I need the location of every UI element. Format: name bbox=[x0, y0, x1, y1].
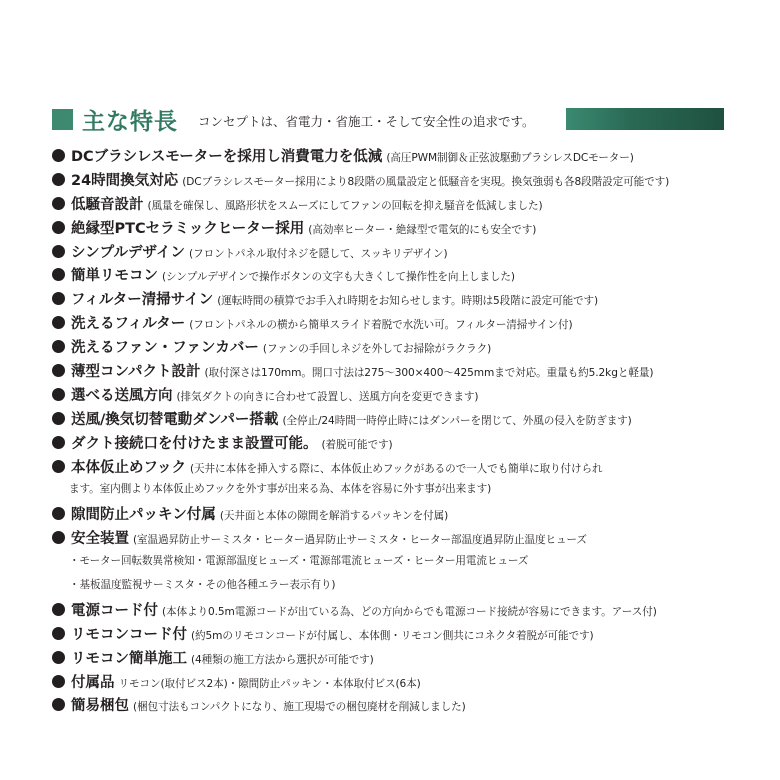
feature-line bbox=[52, 240, 742, 264]
feature-description: (高圧PWM制御＆正弦波駆動ブラシレスDCモーター) bbox=[386, 152, 634, 164]
feature-title: 本体仮止めフック bbox=[71, 459, 186, 476]
feature-title: 洗えるファン・ファンカバー bbox=[71, 340, 259, 357]
bullet-icon bbox=[52, 388, 65, 401]
bullet-icon bbox=[52, 412, 65, 425]
feature-description: (梱包寸法もコンパクトになり、施工現場での梱包廃材を削減しました) bbox=[133, 701, 466, 714]
feature-item bbox=[52, 168, 742, 192]
feature-line bbox=[52, 192, 742, 216]
feature-title: リモコンコード付 bbox=[71, 626, 187, 643]
bullet-icon bbox=[52, 675, 65, 688]
feature-item bbox=[52, 407, 742, 431]
bullet-icon bbox=[52, 364, 65, 377]
feature-description: (約5mのリモコンコードが付属し、本体側・リモコン側共にコネクタ着脱が可能です) bbox=[191, 629, 594, 642]
feature-title: 絶縁型PTCセラミックヒーター採用 bbox=[71, 220, 305, 237]
feature-list bbox=[52, 144, 742, 717]
feature-description: (全停止/24時間一時停止時にはダンパーを閉じて、外風の侵入を防ぎます) bbox=[282, 414, 632, 427]
feature-line bbox=[52, 502, 742, 526]
feature-description: (運転時間の積算でお手入れ時期をお知らせします。時期は5段階に設定可能です) bbox=[217, 295, 599, 308]
bullet-icon bbox=[52, 698, 65, 711]
feature-title: 簡単リモコン bbox=[71, 268, 158, 285]
feature-description-continued: ます。室内側より本体仮止めフックを外す事が出来る為、本体を容易に外す事が出来ます) bbox=[69, 483, 492, 496]
feature-item bbox=[52, 431, 742, 455]
section-title: 主な特長 bbox=[82, 109, 178, 135]
feature-item bbox=[52, 670, 742, 694]
feature-item bbox=[52, 240, 742, 264]
feature-item bbox=[52, 502, 742, 526]
feature-title: DCブラシレスモーターを採用し消費電力を低減 bbox=[71, 149, 383, 165]
feature-item bbox=[52, 263, 742, 287]
feature-title: フィルター清掃サイン bbox=[71, 292, 214, 309]
feature-line bbox=[52, 287, 742, 311]
feature-title: 低騒音設計 bbox=[71, 196, 144, 213]
feature-item bbox=[52, 359, 742, 383]
bullet-icon bbox=[52, 173, 65, 186]
bullet-icon bbox=[52, 340, 65, 353]
feature-description: (4種類の施工方法から選択が可能です) bbox=[191, 653, 374, 666]
feature-description: (フロントパネル取付ネジを隠して、スッキリデザイン) bbox=[189, 247, 448, 260]
feature-title: 隙間防止パッキン付属 bbox=[71, 507, 216, 524]
feature-description: (着脱可能です) bbox=[321, 438, 393, 451]
feature-line bbox=[52, 335, 742, 359]
feature-line bbox=[52, 263, 742, 287]
feature-item bbox=[52, 455, 742, 503]
feature-item bbox=[52, 622, 742, 646]
feature-item bbox=[52, 526, 742, 598]
feature-description: (本体より0.5m電源コードが出ている為、どの方向からでも電源コード接続が容易にできます。アース付) bbox=[162, 605, 657, 618]
bullet-icon bbox=[52, 149, 65, 162]
feature-title: リモコン簡単施工 bbox=[71, 650, 187, 667]
feature-description-continued: ・モーター回転数異常検知・電源部温度ヒューズ・電源部電流ヒューズ・ヒーター用電流ヒューズ bbox=[69, 555, 529, 568]
feature-description: (高効率ヒーター・絶縁型で電気的にも安全です) bbox=[308, 223, 537, 236]
feature-line bbox=[52, 359, 742, 383]
bullet-icon bbox=[52, 651, 65, 664]
header-square-marker bbox=[52, 109, 73, 130]
feature-item bbox=[52, 335, 742, 359]
feature-item bbox=[52, 693, 742, 717]
feature-item bbox=[52, 383, 742, 407]
feature-description: (DCブラシレスモーター採用により8段階の風量設定と低騒音を実現。換気強弱も各8段階設定可能です) bbox=[182, 175, 670, 188]
feature-line bbox=[52, 311, 742, 335]
feature-line bbox=[52, 216, 742, 240]
feature-item bbox=[52, 144, 742, 168]
section-header bbox=[52, 106, 724, 134]
feature-title: 洗えるフィルター bbox=[71, 316, 186, 333]
bullet-icon bbox=[52, 268, 65, 281]
feature-title: 送風/換気切替電動ダンパー搭載 bbox=[71, 411, 279, 428]
feature-title: 付属品 bbox=[71, 674, 115, 691]
feature-line bbox=[52, 526, 742, 550]
bullet-icon bbox=[52, 507, 65, 520]
feature-description: (天井面と本体の隙間を解消するパッキンを付属) bbox=[219, 510, 449, 523]
bullet-icon bbox=[52, 627, 65, 640]
feature-title: 薄型コンパクト設計 bbox=[71, 364, 201, 381]
bullet-icon bbox=[52, 531, 65, 544]
feature-line bbox=[52, 407, 742, 431]
feature-description: (室温過昇防止サーミスタ・ヒーター過昇防止サーミスタ・ヒーター部温度過昇防止温度ヒューズ bbox=[133, 534, 587, 547]
feature-description: リモコン(取付ビス2本)・隙間防止パッキン・本体取付ビス(6本) bbox=[118, 677, 421, 690]
feature-line bbox=[52, 144, 742, 168]
bullet-icon bbox=[52, 603, 65, 616]
feature-description: (シンプルデザインで操作ボタンの文字も大きくして操作性を向上しました) bbox=[162, 271, 515, 284]
bullet-icon bbox=[52, 460, 65, 473]
feature-title: ダクト接続口を付けたまま設置可能。 bbox=[71, 435, 318, 452]
feature-line bbox=[52, 670, 742, 694]
bullet-icon bbox=[52, 316, 65, 329]
feature-item bbox=[52, 646, 742, 670]
bullet-icon bbox=[52, 292, 65, 305]
feature-title: シンプルデザイン bbox=[71, 244, 186, 261]
bullet-icon bbox=[52, 197, 65, 210]
feature-title: 電源コード付 bbox=[71, 602, 158, 619]
feature-item bbox=[52, 598, 742, 622]
feature-title: 選べる送風方向 bbox=[71, 387, 173, 404]
feature-item bbox=[52, 287, 742, 311]
feature-description: (取付深さは170mm。開口寸法は275～300×400～425mmまで対応。重量も約5.2kgと軽量) bbox=[204, 367, 654, 380]
header-accent-bar bbox=[566, 108, 724, 130]
feature-title: 簡易梱包 bbox=[71, 698, 129, 715]
feature-description: (風量を確保し、風路形状をスムーズにしてファンの回転を抑え騒音を低減しました) bbox=[147, 199, 543, 212]
feature-line bbox=[52, 598, 742, 622]
feature-item bbox=[52, 311, 742, 335]
feature-line bbox=[52, 431, 742, 455]
section-subtitle: コンセプトは、省電力・省施工・そして安全性の追求です。 bbox=[198, 114, 535, 129]
feature-item bbox=[52, 192, 742, 216]
feature-line bbox=[52, 622, 742, 646]
bullet-icon bbox=[52, 436, 65, 449]
bullet-icon bbox=[52, 245, 65, 258]
feature-line bbox=[52, 646, 742, 670]
feature-description-continued: ・基板温度監視サーミスタ・その他各種エラー表示有り) bbox=[69, 579, 336, 592]
feature-description: (天井に本体を挿入する際に、本体仮止めフックがあるので一人でも簡単に取り付けられ bbox=[189, 462, 603, 475]
feature-description: (排気ダクトの向きに合わせて設置し、送風方向を変更できます) bbox=[176, 390, 479, 403]
feature-line bbox=[52, 383, 742, 407]
feature-line bbox=[52, 455, 742, 479]
feature-description: (ファンの手回しネジを外してお掃除がラクラク) bbox=[262, 343, 492, 356]
feature-title: 24時間換気対応 bbox=[71, 172, 179, 189]
feature-line bbox=[52, 693, 742, 717]
feature-line bbox=[52, 168, 742, 192]
feature-item bbox=[52, 216, 742, 240]
feature-description: (フロントパネルの横から簡単スライド着脱で水洗い可。フィルター清掃サイン付) bbox=[189, 319, 573, 332]
feature-title: 安全装置 bbox=[71, 531, 129, 548]
bullet-icon bbox=[52, 221, 65, 234]
